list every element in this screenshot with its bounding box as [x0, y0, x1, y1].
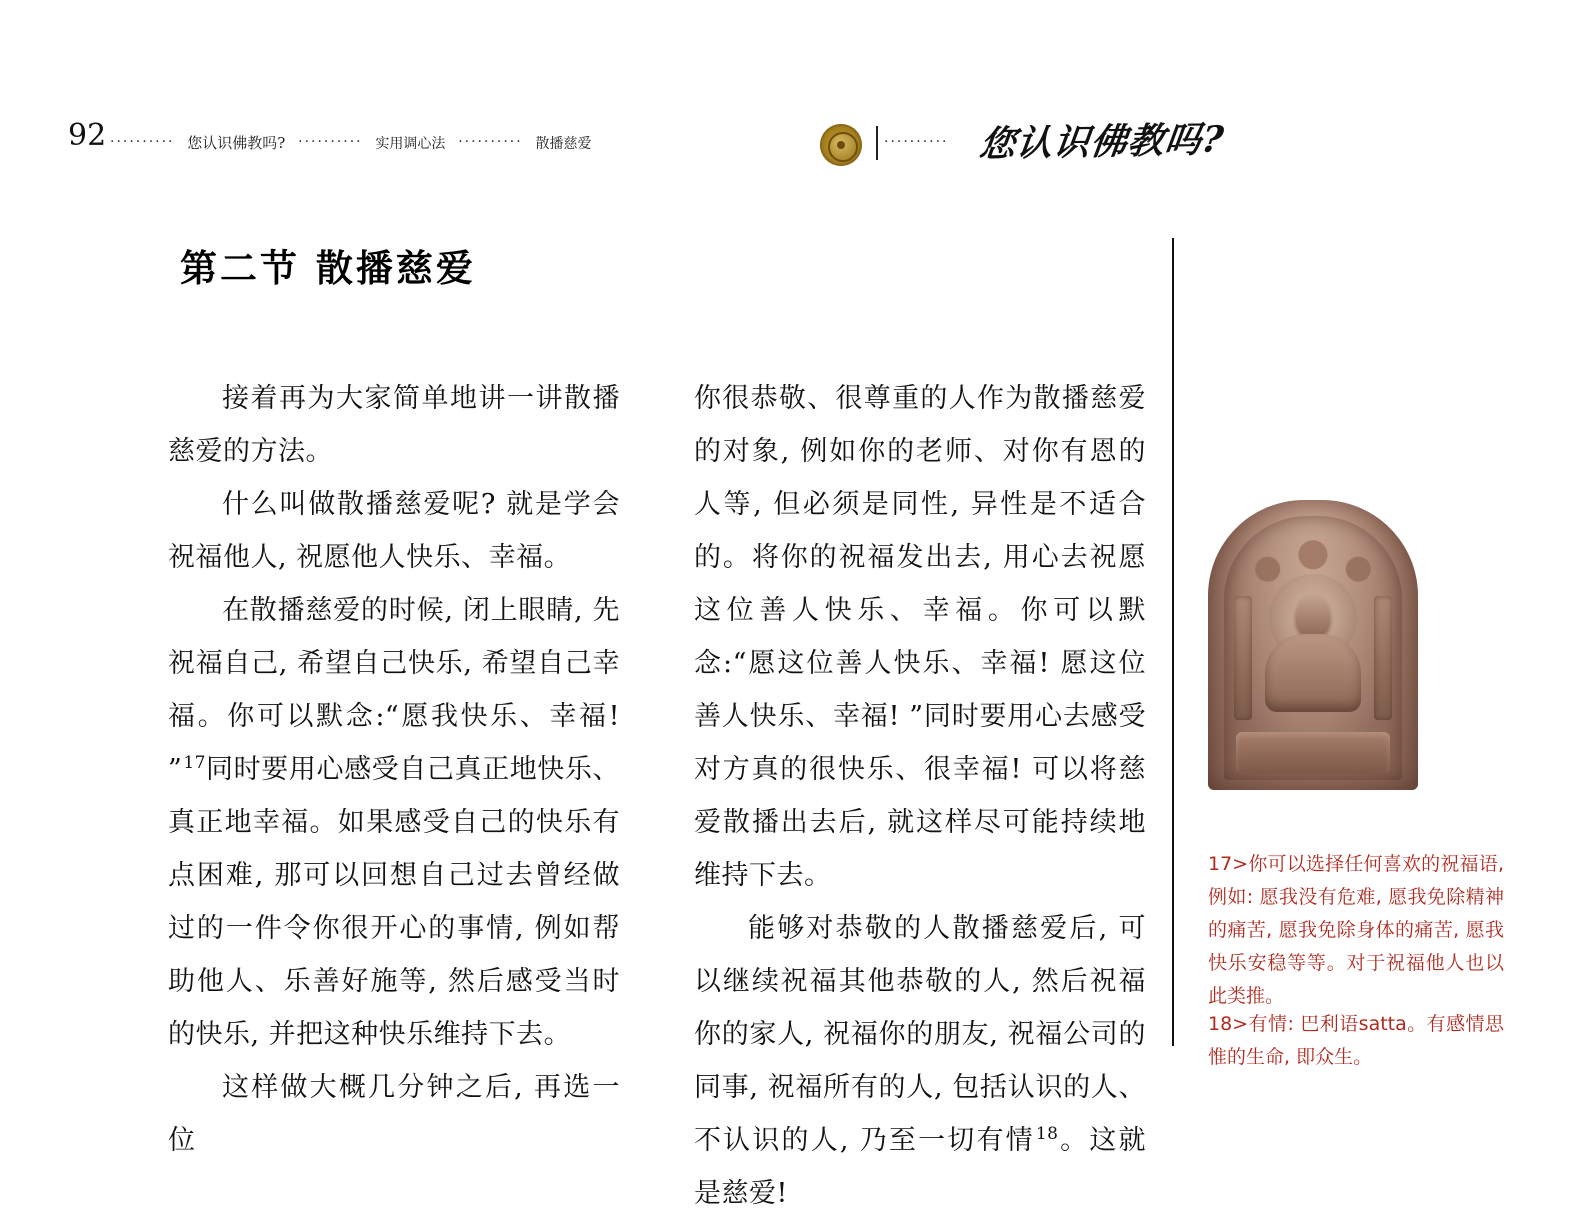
header-brand — [820, 120, 1420, 172]
figure-pillar-right — [1374, 596, 1392, 720]
footnote-marker: 17> — [1208, 853, 1249, 875]
footnote-17 — [1208, 848, 1504, 1013]
breadcrumb-item-section: 散播慈爱 — [535, 136, 592, 152]
paragraph-text: 能够对恭敬的人散播慈爱后, 可以继续祝福其他恭敬的人, 然后祝福你的家人, 祝福你的朋友, 祝福公司的同事, 祝福所有的人, 包括认识的人、不认识的人, 乃至一切有情 — [694, 913, 1146, 1156]
paragraph: 接着再为大家简单地讲一讲散播慈爱的方法。 — [168, 383, 620, 467]
brand-title: 您认识佛教吗? — [976, 118, 1227, 166]
paragraph: 什么叫做散播慈爱呢? 就是学会祝福他人, 祝愿他人快乐、幸福。 — [168, 489, 620, 573]
paragraph: 你很恭敬、很尊重的人作为散播慈爱的对象, 例如你的老师、对你有恩的人等, 但必须是同性, 异性是不适合的。将你的祝福发出去, 用心去祝愿这位善人快乐、幸福。你可以默念:“愿这位善人快乐、幸福! 愿这位善人快乐、幸福! ”同时要用心去感受对方真的很快乐、很幸福! 可以将慈爱散播出去后, 就这样尽可能持续地维持下去。 — [694, 383, 1146, 891]
buddha-relief-figure — [1208, 500, 1418, 790]
body-column-right — [694, 372, 1146, 1220]
footnote-18 — [1208, 1008, 1504, 1074]
footnote-ref-17[interactable]: 17 — [183, 753, 206, 773]
paragraph-with-footnote — [694, 902, 1146, 1220]
paragraph: 这样做大概几分钟之后, 再选一位 — [168, 1072, 620, 1156]
footnote-text: 有情: 巴利语satta。有感情思惟的生命, 即众生。 — [1208, 1013, 1504, 1068]
page-header — [0, 118, 1587, 178]
header-divider — [876, 126, 878, 160]
dharma-wheel-seal-icon — [820, 124, 862, 166]
breadcrumb — [110, 132, 730, 156]
breadcrumb-dots: ·········· — [298, 134, 363, 150]
figure-image — [1208, 500, 1418, 790]
figure-pillar-left — [1234, 596, 1252, 720]
body-column-left — [168, 372, 620, 1167]
header-dots: ·········· — [884, 134, 949, 150]
figure-buddha-head — [1296, 596, 1330, 638]
paragraph-with-footnote — [168, 584, 620, 1061]
paragraph-text-cont: 。这就是慈爱! — [694, 1125, 1147, 1209]
seal-center-dot — [837, 141, 845, 149]
section-title: 第二节 散播慈爱 — [180, 247, 476, 290]
page-number: 92 — [68, 118, 107, 153]
breadcrumb-item-book: 您认识佛教吗? — [187, 134, 286, 152]
breadcrumb-dots: ·········· — [458, 134, 523, 150]
figure-buddha-body — [1265, 634, 1361, 712]
figure-pedestal — [1236, 732, 1390, 774]
footnote-marker: 18> — [1208, 1013, 1249, 1035]
footnote-ref-18[interactable]: 18 — [1035, 1124, 1059, 1144]
paragraph-text: 在散播慈爱的时候, 闭上眼睛, 先祝福自己, 希望自己快乐, 希望自己幸福。你可以默念:“愿我快乐、幸福! ” — [168, 595, 620, 785]
sidebar-divider — [1172, 238, 1174, 1046]
breadcrumb-item-chapter: 实用调心法 — [375, 136, 446, 152]
footnote-text: 你可以选择任何喜欢的祝福语, 例如: 愿我没有危难, 愿我免除精神的痛苦, 愿我免除身体的痛苦, 愿我快乐安稳等等。对于祝福他人也以此类推。 — [1208, 853, 1504, 1007]
breadcrumb-dots: ·········· — [110, 134, 175, 150]
paragraph-text-cont: 同时要用心感受自己真正地快乐、真正地幸福。如果感受自己的快乐有点困难, 那可以回想自己过去曾经做过的一件令你很开心的事情, 例如帮助他人、乐善好施等, 然后感受当时的快乐, 并把这种快乐维持下去。 — [168, 754, 620, 1050]
